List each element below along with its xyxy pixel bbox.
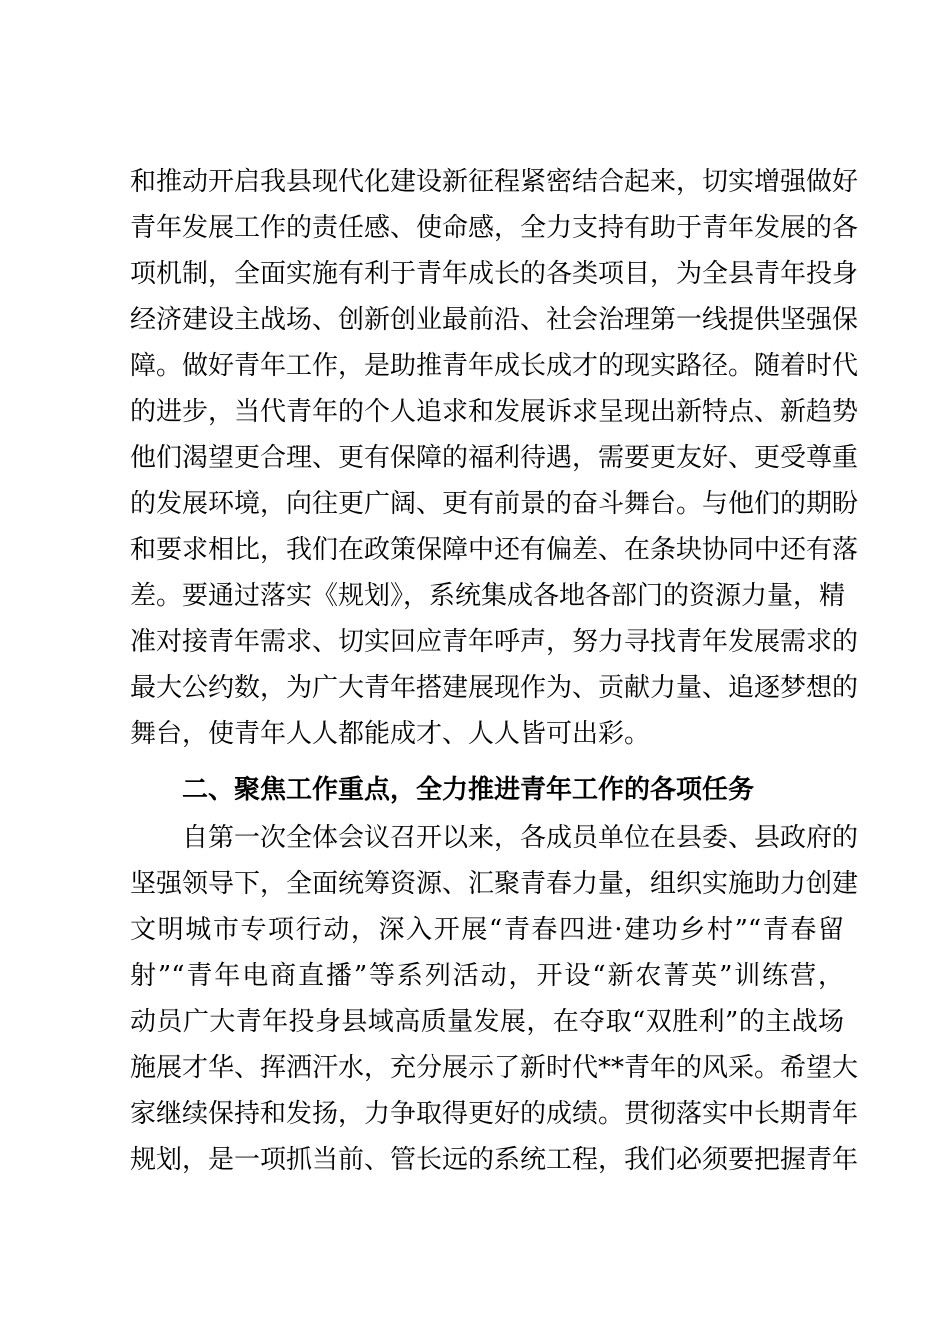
body-text-line: 文明城市专项行动，深入开展“青春四进·建功乡村”“青春留 xyxy=(130,915,844,945)
body-text-line: 和推动开启我县现代化建设新征程紧密结合起来，切实增强做好 xyxy=(130,167,859,197)
body-text-line: 青年发展工作的责任感、使命感，全力支持有助于青年发展的各 xyxy=(130,213,859,243)
body-text-line: 经济建设主战场、创新创业最前沿、社会治理第一线提供坚强保 xyxy=(130,305,859,335)
body-text-line: 家继续保持和发扬，力争取得更好的成绩。贯彻落实中长期青年 xyxy=(130,1099,859,1129)
body-text-line: 动员广大青年投身县域高质量发展，在夺取“双胜利”的主战场 xyxy=(130,1007,844,1037)
body-text-line: 和要求相比，我们在政策保障中还有偏差、在条块协同中还有落 xyxy=(130,535,859,565)
body-text-line: 障。做好青年工作，是助推青年成长成才的现实路径。随着时代 xyxy=(130,351,859,381)
body-text-line: 规划，是一项抓当前、管长远的系统工程，我们必须要把握青年 xyxy=(130,1145,859,1175)
body-text-line: 的发展环境，向往更广阔、更有前景的奋斗舞台。与他们的期盼 xyxy=(130,489,859,519)
body-text-line: 准对接青年需求、切实回应青年呼声，努力寻找青年发展需求的 xyxy=(130,627,859,657)
body-text-line: 差。要通过落实《规划》，系统集成各地各部门的资源力量，精 xyxy=(130,581,846,611)
body-text-line: 自第一次全体会议召开以来，各成员单位在县委、县政府的 xyxy=(182,823,859,853)
body-text-line: 他们渴望更合理、更有保障的福利待遇，需要更友好、更受尊重 xyxy=(130,443,859,473)
section-heading: 二、聚焦工作重点，全力推进青年工作的各项任务 xyxy=(182,775,755,805)
body-text-line: 项机制，全面实施有利于青年成长的各类项目，为全县青年投身 xyxy=(130,259,859,289)
body-text-line: 射”“青年电商直播”等系列活动，开设“新农菁英”训练营， xyxy=(130,961,844,991)
body-text-line: 舞台，使青年人人都能成才、人人皆可出彩。 xyxy=(130,719,651,749)
body-text-line: 最大公约数，为广大青年搭建展现作为、贡献力量、追逐梦想的 xyxy=(130,673,859,703)
body-text-line: 的进步，当代青年的个人追求和发展诉求呈现出新特点、新趋势 xyxy=(130,397,859,427)
body-text-line: 坚强领导下，全面统筹资源、汇聚青春力量，组织实施助力创建 xyxy=(130,869,859,899)
body-text-line: 施展才华、挥洒汗水，充分展示了新时代**青年的风采。希望大 xyxy=(130,1053,859,1083)
